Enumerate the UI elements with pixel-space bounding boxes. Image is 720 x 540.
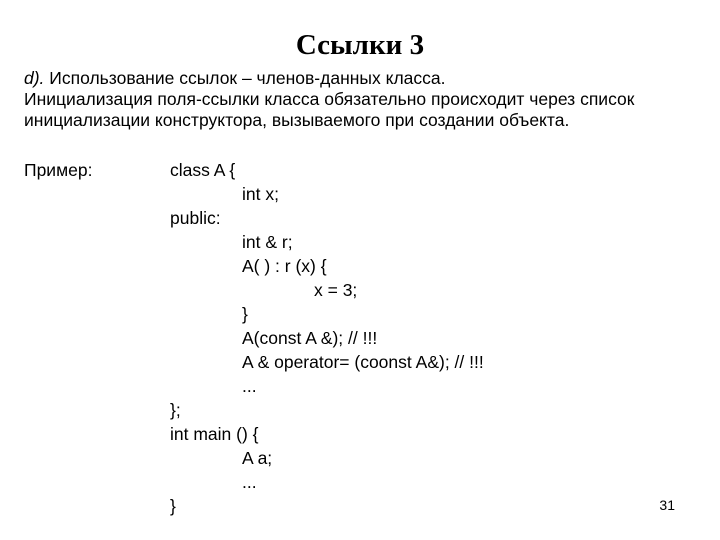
intro-line-1	[24, 68, 704, 89]
code-line: A(const A &); // !!!	[242, 328, 378, 348]
code-line: int main () {	[170, 424, 259, 444]
code-line: int x;	[242, 184, 279, 204]
intro-lead: d).	[24, 68, 45, 88]
page-number: 31	[659, 497, 675, 513]
intro-line-3: инициализации конструктора, вызываемого при создании объекта.	[24, 110, 570, 130]
code-line: A a;	[242, 448, 273, 468]
code-line: A( ) : r (x) {	[242, 256, 327, 276]
code-line: };	[170, 400, 181, 420]
code-line: }	[242, 304, 248, 324]
code-line: int & r;	[242, 232, 293, 252]
intro-text	[24, 68, 704, 131]
code-line: }	[170, 496, 176, 516]
code-line: ...	[242, 472, 257, 492]
code-line: x = 3;	[314, 280, 358, 300]
code-line: public:	[170, 208, 221, 228]
code-line: class A {	[170, 160, 236, 180]
slide-title: Ссылки 3	[295, 29, 425, 61]
code-line: ...	[242, 376, 257, 396]
intro-line-2: Инициализация поля-ссылки класса обязательно происходит через список	[24, 89, 635, 109]
code-line: A & operator= (coonst A&); // !!!	[242, 352, 484, 372]
intro-line-1-text: Использование ссылок – членов-данных класса.	[44, 68, 446, 88]
example-label: Пример:	[24, 160, 93, 180]
code-example	[170, 158, 690, 518]
